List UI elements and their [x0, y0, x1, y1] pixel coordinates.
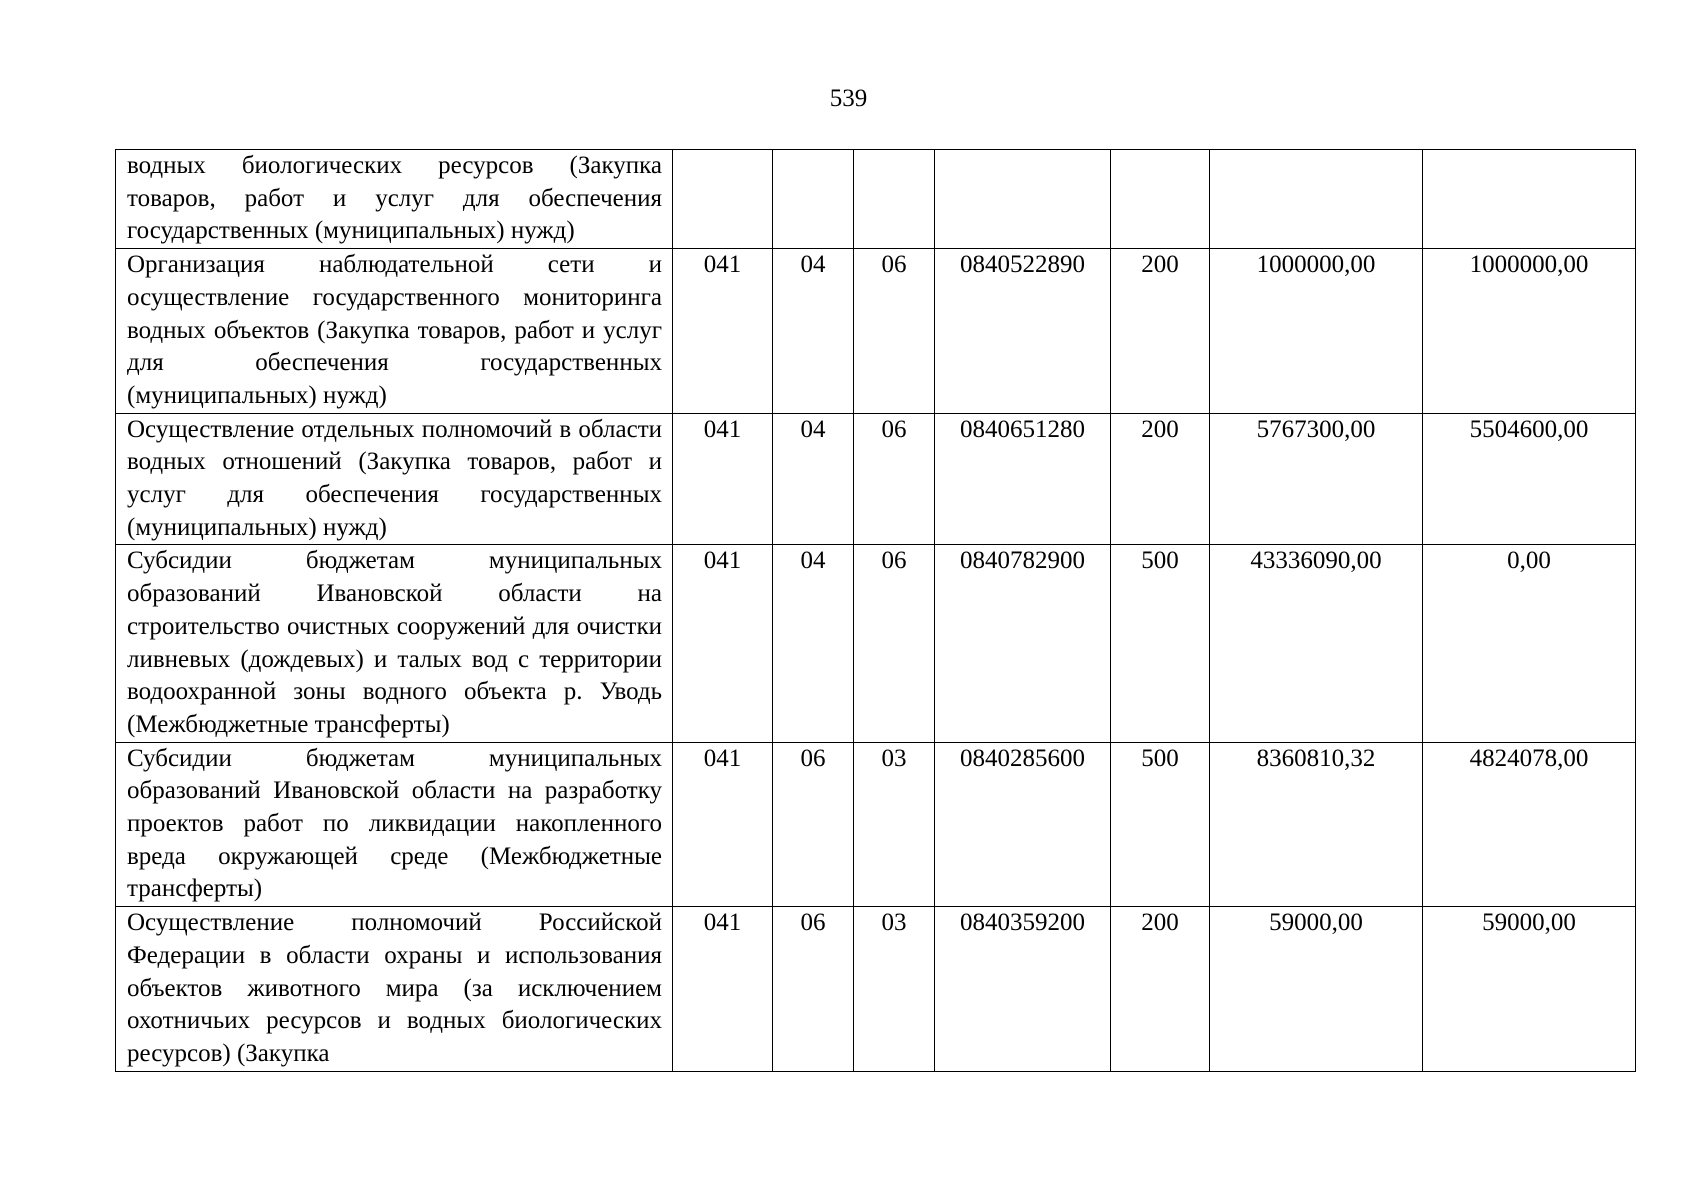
section-code: 06: [773, 907, 854, 1072]
amount-year-1: 5767300,00: [1210, 413, 1423, 545]
amount-year-2: [1423, 150, 1636, 249]
row-description: водных биологических ресурсов (Закупка товаров, работ и услуг для обеспечения государственных (муниципальных) нужд): [116, 150, 673, 249]
expense-type-code: 500: [1111, 742, 1210, 907]
target-article-code: 0840782900: [935, 545, 1111, 742]
ministry-code: 041: [673, 907, 773, 1072]
ministry-code: [673, 150, 773, 249]
target-article-code: 0840522890: [935, 249, 1111, 414]
amount-year-1: 8360810,32: [1210, 742, 1423, 907]
ministry-code: 041: [673, 742, 773, 907]
amount-year-1: 1000000,00: [1210, 249, 1423, 414]
row-description: Организация наблюдательной сети и осуществление государственного мониторинга водных объектов (Закупка товаров, работ и услуг для обеспечения государственных (муниципальных) нужд): [116, 249, 673, 414]
ministry-code: 041: [673, 413, 773, 545]
amount-year-2: 59000,00: [1423, 907, 1636, 1072]
ministry-code: 041: [673, 545, 773, 742]
table-row: [116, 907, 1636, 1072]
section-code: 04: [773, 249, 854, 414]
subsection-code: [854, 150, 935, 249]
expense-type-code: 500: [1111, 545, 1210, 742]
amount-year-2: 0,00: [1423, 545, 1636, 742]
row-description: Субсидии бюджетам муниципальных образований Ивановской области на разработку проектов работ по ликвидации накопленного вреда окружающей среде (Межбюджетные трансферты): [116, 742, 673, 907]
section-code: 06: [773, 742, 854, 907]
table-row: [116, 742, 1636, 907]
target-article-code: 0840651280: [935, 413, 1111, 545]
target-article-code: [935, 150, 1111, 249]
budget-table: [115, 149, 1636, 1072]
table-row: [116, 249, 1636, 414]
expense-type-code: 200: [1111, 413, 1210, 545]
section-code: 04: [773, 545, 854, 742]
subsection-code: 03: [854, 907, 935, 1072]
table-row: [116, 150, 1636, 249]
subsection-code: 06: [854, 545, 935, 742]
table-row: [116, 545, 1636, 742]
row-description: Осуществление отдельных полномочий в области водных отношений (Закупка товаров, работ и услуг для обеспечения государственных (муниципальных) нужд): [116, 413, 673, 545]
target-article-code: 0840285600: [935, 742, 1111, 907]
section-code: [773, 150, 854, 249]
table-row: [116, 413, 1636, 545]
expense-type-code: 200: [1111, 907, 1210, 1072]
amount-year-2: 5504600,00: [1423, 413, 1636, 545]
subsection-code: 06: [854, 249, 935, 414]
amount-year-1: 59000,00: [1210, 907, 1423, 1072]
amount-year-1: [1210, 150, 1423, 249]
row-description: Осуществление полномочий Российской Федерации в области охраны и использования объектов животного мира (за исключением охотничьих ресурсов и водных биологических ресурсов) (Закупка: [116, 907, 673, 1072]
subsection-code: 03: [854, 742, 935, 907]
expense-type-code: [1111, 150, 1210, 249]
page-number: 539: [829, 85, 868, 112]
target-article-code: 0840359200: [935, 907, 1111, 1072]
amount-year-2: 4824078,00: [1423, 742, 1636, 907]
row-description: Субсидии бюджетам муниципальных образований Ивановской области на строительство очистных сооружений для очистки ливневых (дождевых) и талых вод с территории водоохранной зоны водного объекта р. Уводь (Межбюджетные трансферты): [116, 545, 673, 742]
amount-year-2: 1000000,00: [1423, 249, 1636, 414]
amount-year-1: 43336090,00: [1210, 545, 1423, 742]
ministry-code: 041: [673, 249, 773, 414]
subsection-code: 06: [854, 413, 935, 545]
section-code: 04: [773, 413, 854, 545]
expense-type-code: 200: [1111, 249, 1210, 414]
